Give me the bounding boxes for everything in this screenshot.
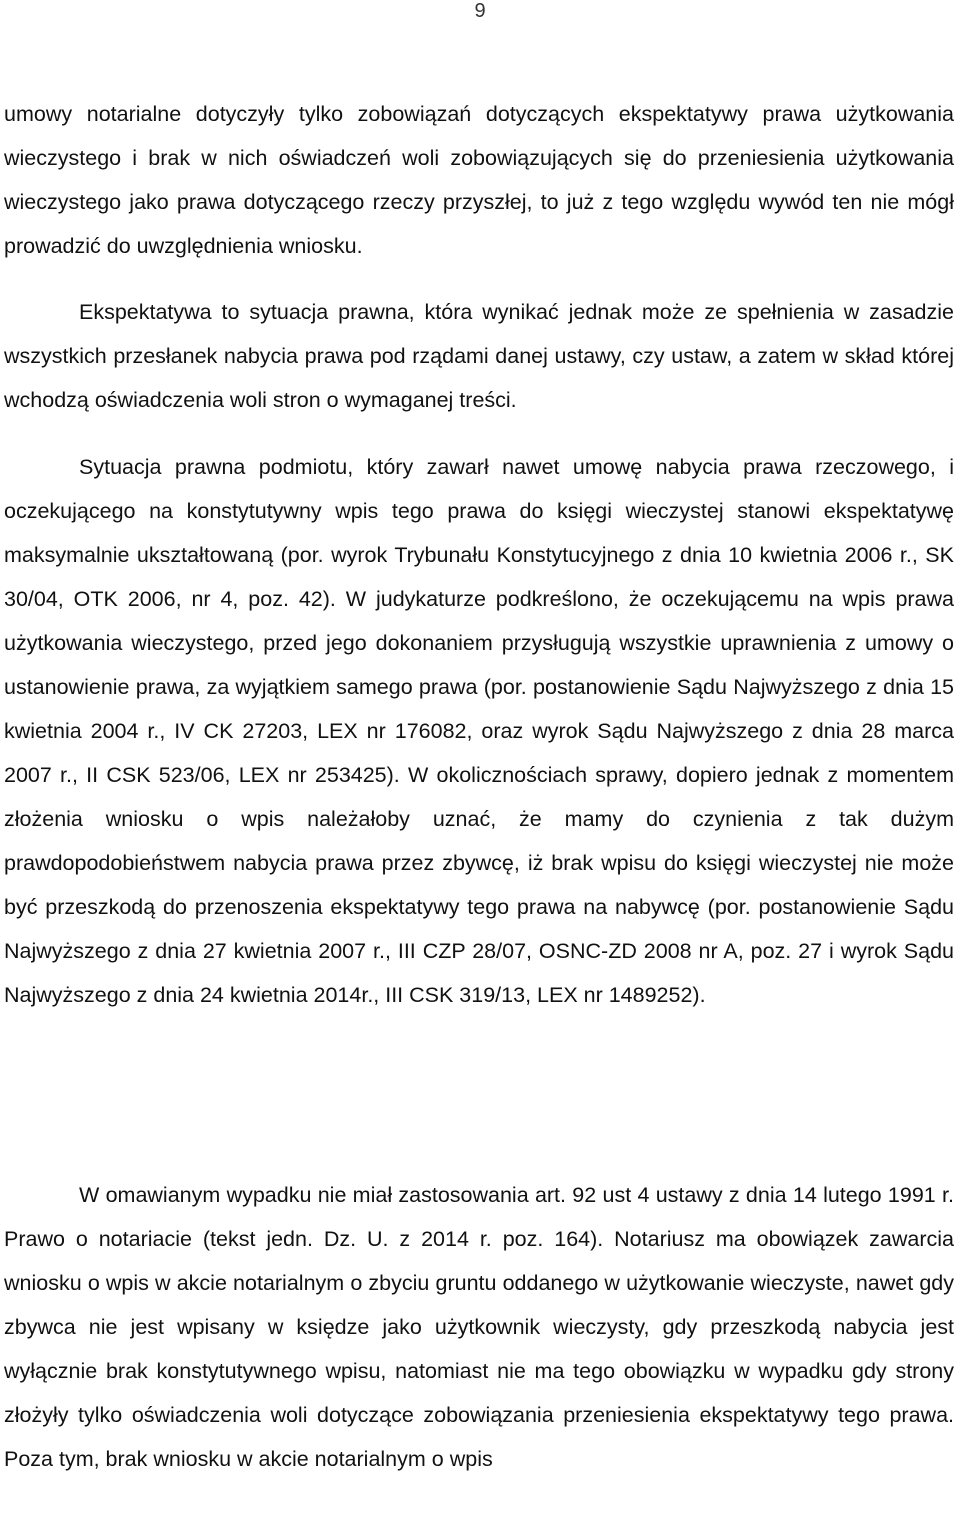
page-number: 9 [474, 0, 486, 22]
document-body-section-3 [4, 445, 954, 1017]
paragraph-2: Ekspektatywa to sytuacja prawna, która wynikać jednak może ze spełnienia w zasadzie wszystkich przesłanek nabycia prawa pod rządami danej ustawy, czy ustaw, a zatem w skład której wchodzą oświadczenia woli stron o wymaganej treści. [4, 300, 954, 412]
paragraph-3: Sytuacja prawna podmiotu, który zawarł nawet umowę nabycia prawa rzeczowego, i oczekującego na konstytutywny wpis tego prawa do księgi wieczystej stanowi ekspektatywę maksymalnie ukształtowaną (por. wyrok Trybunału Konstytucyjnego z dnia 10 kwietnia 2006 r., SK 30/04, OTK 2006, nr 4, poz. 42). W judykaturze podkreślono, że oczekującemu na wpis prawa użytkowania wieczystego, przed jego dokonaniem przysługują wszystkie uprawnienia z umowy o ustanowienie prawa, za wyjątkiem samego prawa (por. postanowienie Sądu Najwyższego z dnia 15 kwietnia 2004 r., IV CK 27203, LEX nr 176082, oraz wyrok Sądu Najwyższego z dnia 28 marca 2007 r., II CSK 523/06, LEX nr 253425). W okolicznościach sprawy, dopiero jednak z momentem złożenia wniosku o wpis należałoby uznać, że mamy do czynienia z tak dużym prawdopodobieństwem nabycia prawa przez zbywcę, iż brak wpisu do księgi wieczystej nie może być przeszkodą do przenoszenia ekspektatywy tego prawa na nabywcę (por. postanowienie Sądu Najwyższego z dnia 27 kwietnia 2007 r., III CZP 28/07, OSNC-ZD 2008 nr A, poz. 27 i wyrok Sądu Najwyższego z dnia 24 kwietnia 2014r., III CSK 319/13, LEX nr 1489252). [4, 455, 954, 1007]
document-body-section-4 [4, 1173, 954, 1481]
paragraph-1: umowy notarialne dotyczyły tylko zobowiązań dotyczących ekspektatywy prawa użytkowania wieczystego i brak w nich oświadczeń woli zobowiązujących się do przeniesienia użytkowania wieczystego jako prawa dotyczącego rzeczy przyszłej, to już z tego względu wywód ten nie mógł prowadzić do uwzględnienia wniosku. [4, 102, 954, 258]
paragraph-4: W omawianym wypadku nie miał zastosowania art. 92 ust 4 ustawy z dnia 14 lutego 1991 r. Prawo o notariacie (tekst jedn. Dz. U. z 2014 r. poz. 164). Notariusz ma obowiązek zawarcia wniosku o wpis w akcie notarialnym o zbyciu gruntu oddanego w użytkowanie wieczyste, nawet gdy zbywca nie jest wpisany w księdze jako użytkownik wieczysty, gdy przeszkodą nabycia jest wyłącznie brak konstytutywnego wpisu, natomiast nie ma tego obowiązku w wypadku gdy strony złożyły tylko oświadczenia woli dotyczące zobowiązania przeniesienia ekspektatywy tego prawa. Poza tym, brak wniosku w akcie notarialnym o wpis [4, 1183, 954, 1471]
document-body-section-2 [4, 290, 954, 422]
document-body-section-1 [4, 92, 954, 268]
